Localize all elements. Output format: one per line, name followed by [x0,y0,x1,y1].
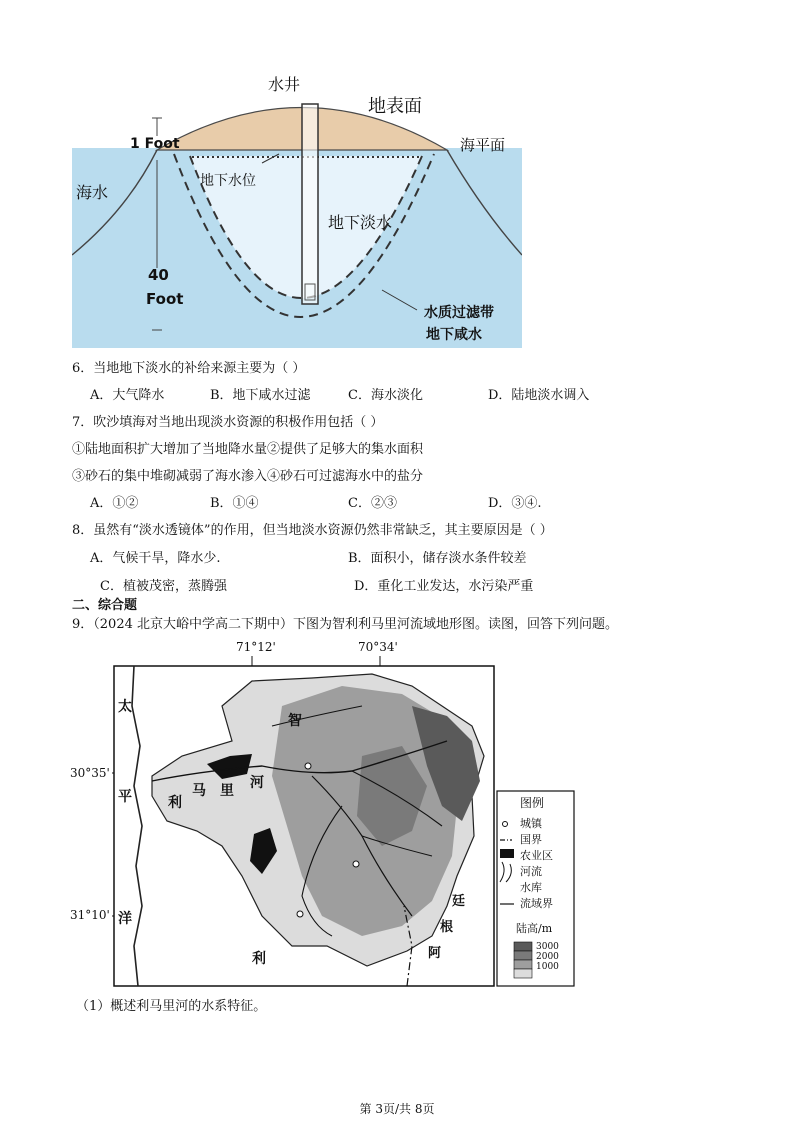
q8-option-c: C．植被茂密，蒸腾强 [100,579,227,594]
limari-basin-map [70,640,582,988]
q7-option-c: C．②③ [348,496,397,511]
argentina-char-1: 阿 [428,946,442,961]
q8-option-a: A．气候干旱，降水少. [90,551,221,566]
filter-zone-label: 水质过滤带 [424,305,494,321]
legend-elev-2000: 2000 [536,952,559,962]
legend-town: 城镇 [520,817,542,830]
river-char-li: 里 [220,783,234,799]
legend-farmland: 农业区 [520,849,553,862]
page-footer: 第 3页/共 8页 [359,1102,435,1116]
well-label: 水井 [268,75,301,94]
legend-watershed: 流域界 [520,897,553,910]
q7-option-a: A．①② [90,496,139,511]
chile-char-1: 智 [288,713,302,729]
river-char-ma: 马 [192,783,206,799]
pacific-char-3: 洋 [118,911,132,927]
q9-sub1: （1）概述利马里河的水系特征。 [76,999,267,1014]
legend-elevation-title: 陆高/m [516,922,553,935]
q6-stem: 6．当地地下淡水的补给来源主要为（ ） [72,361,306,376]
q6-option-c: C．海水淡化 [348,388,423,403]
q7-option-d: D．③④. [488,496,542,511]
legend-border: 国界 [520,833,542,846]
seawater-label: 海水 [76,183,109,202]
q8-option-b: B．面积小，储存淡水条件较差 [348,551,527,566]
basin-terrain-map [112,646,582,988]
q7-option-b: B．①④ [210,496,259,511]
q8-stem: 8．虽然有“淡水透镜体”的作用，但当地淡水资源仍然非常缺乏，其主要原因是（ ） [72,523,553,538]
freshwater-lens-figure [72,70,522,348]
longitude-label-1: 71°12' [236,640,276,654]
latitude-label-2: 31°10' [70,908,110,922]
legend-reservoir: 水库 [520,881,542,894]
q7-line1: ①陆地面积扩大增加了当地降水量②提供了足够大的集水面积 [72,442,424,457]
section-heading: 二、综合题 [72,598,138,613]
legend-elev-1000: 1000 [536,962,559,972]
latitude-label-1: 30°35' [70,766,110,780]
q9-stem: 9．（2024 北京大峪中学高二下期中）下图为智利利马里河流域地形图。读图，回答下列问题。 [72,617,618,632]
q7-stem: 7．吹沙填海对当地出现淡水资源的积极作用包括（ ） [72,415,384,430]
q7-line2: ③砂石的集中堆砌减弱了海水渗入④砂石可过滤海水中的盐分 [72,469,424,484]
limari-char-li: 利 [168,795,182,811]
q6-option-a: A．大气降水 [90,388,165,403]
pacific-char-2: 平 [118,789,132,805]
chile-char-2: 利 [252,951,266,967]
q8-option-d: D．重化工业发达，水污染严重 [354,579,534,594]
sea-level-label: 海平面 [460,136,506,154]
pacific-char-1: 太 [118,699,132,715]
q6-option-b: B．地下咸水过滤 [210,388,311,403]
argentina-char-3: 廷 [452,894,466,909]
river-char-he: 河 [250,775,264,791]
legend-river: 河流 [520,865,542,878]
fresh-groundwater-label: 地下淡水 [328,213,393,232]
legend-elev-3000: 3000 [536,942,559,952]
argentina-char-2: 根 [440,920,454,935]
longitude-label-2: 70°34' [358,640,398,654]
forty-label: 40 [148,266,169,284]
surface-label: 地表面 [368,96,422,117]
legend-title: 图例 [520,796,545,810]
one-foot-label: 1 Foot [130,136,180,152]
foot-label: Foot [146,290,184,308]
q6-option-d: D．陆地淡水调入 [488,388,590,403]
water-table-label: 地下水位 [200,173,256,189]
saline-groundwater-label: 地下咸水 [426,327,482,343]
